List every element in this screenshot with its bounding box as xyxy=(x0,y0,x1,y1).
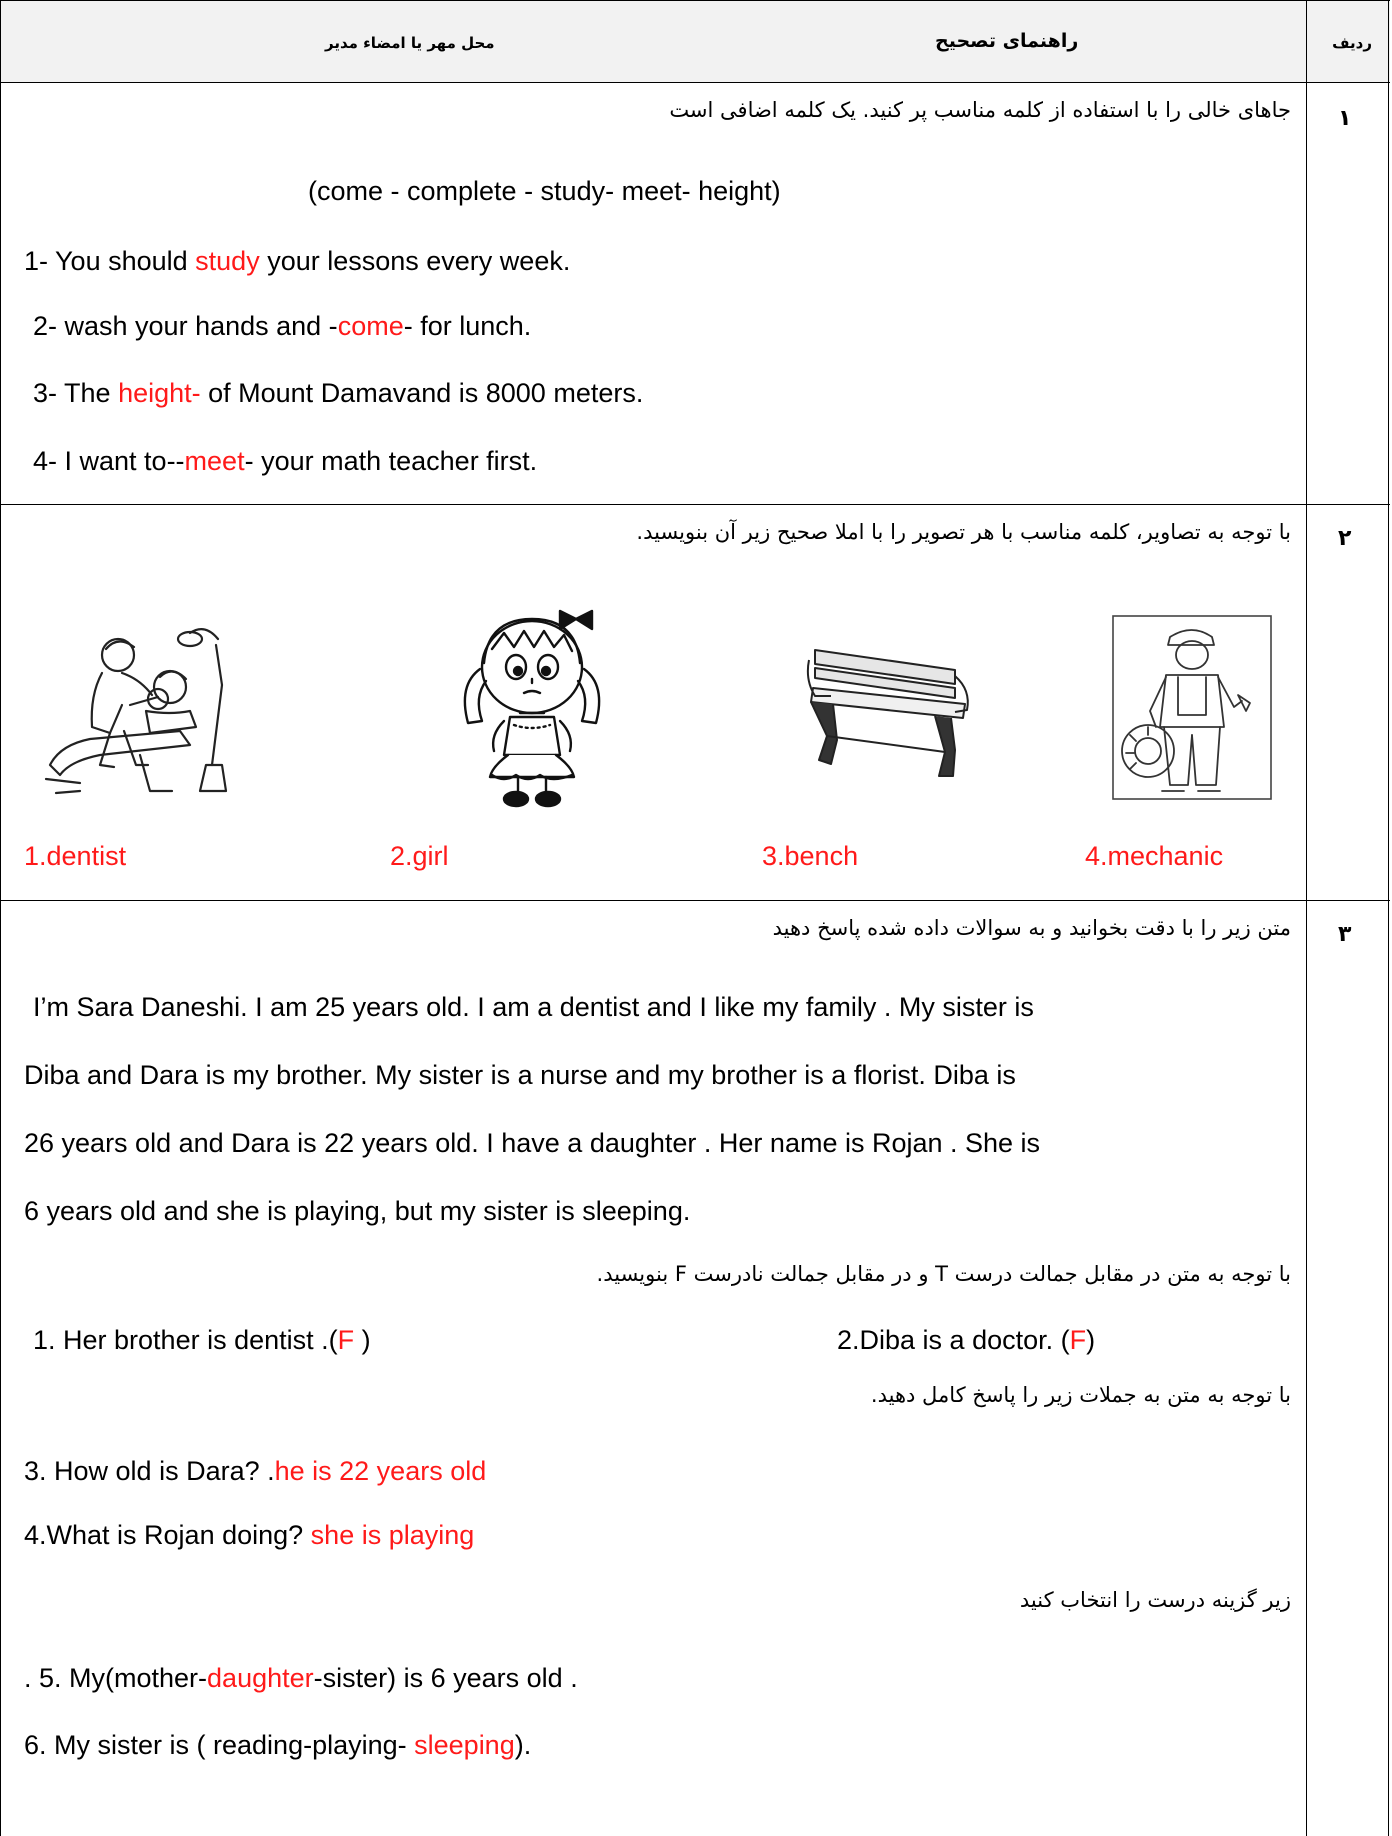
q3-choice-5 xyxy=(24,1665,578,1692)
q1-s4-answer: meet xyxy=(184,446,245,476)
q3-tf-instruction: با توجه به متن در مقابل جمالت درست T و در مقابل جمالت نادرست F بنویسید. xyxy=(596,1262,1291,1286)
question-number-1: ۱ xyxy=(1338,106,1352,131)
q2-answer-2: 2.girl xyxy=(390,841,449,871)
q1-sentence-4 xyxy=(33,448,537,475)
row-divider-2 xyxy=(0,900,1390,901)
q2-answer-4: 4.mechanic xyxy=(1085,841,1224,871)
question-number-3: ۳ xyxy=(1338,922,1352,947)
header-row-label: ردیف xyxy=(1332,34,1372,52)
q3-instruction: متن زیر را با دقت بخوانید و به سوالات داده شده پاسخ دهید xyxy=(772,916,1291,940)
q2-answer-3: 3.bench xyxy=(762,841,859,871)
q3-q3-text: 3. How old is Dara? . xyxy=(24,1456,275,1486)
q1-s1-text: 1- You should xyxy=(24,246,196,276)
q1-s3-text: 3- The xyxy=(33,378,119,408)
q1-s4-text-end: - your math teacher first. xyxy=(244,446,538,476)
q3-passage-line-3: 26 years old and Dara is 22 years old. I have a daughter . Her name is Rojan . She is xyxy=(24,1128,1041,1158)
q3-q4-answer: she is playing xyxy=(310,1520,475,1550)
q3-question-3 xyxy=(24,1458,486,1485)
q1-sentence-1 xyxy=(24,248,570,275)
q2-answer-1: 1.dentist xyxy=(24,841,127,871)
q3-tf1-text-end: ) xyxy=(354,1325,371,1355)
q1-s4-text: 4- I want to-- xyxy=(33,446,185,476)
q1-s2-text-end: - for lunch. xyxy=(403,311,532,341)
header-row xyxy=(0,0,1390,82)
q3-c6-answer: sleeping xyxy=(414,1730,515,1760)
table-border-left xyxy=(0,0,1,1836)
number-column-divider xyxy=(1306,0,1307,1836)
q1-s3-answer: height- xyxy=(118,378,201,408)
q3-c6-text: 6. My sister is ( reading-playing- xyxy=(24,1730,415,1760)
q1-sentence-3 xyxy=(33,380,643,407)
q3-passage-line-1: I’m Sara Daneshi. I am 25 years old. I am a dentist and I like my family . My sister is xyxy=(33,992,1034,1022)
q3-tf-2 xyxy=(837,1327,1095,1354)
q3-tf2-text: 2.Diba is a doctor. ( xyxy=(837,1325,1070,1355)
q3-q4-text: 4.What is Rojan doing? xyxy=(24,1520,311,1550)
girl-illustration xyxy=(452,605,612,810)
question-number-2: ۲ xyxy=(1338,526,1352,551)
q3-c5-answer: daughter xyxy=(207,1663,314,1693)
q1-instruction: جاهای خالی را با استفاده از کلمه مناسب پر کنید. یک کلمه اضافی است xyxy=(669,98,1291,122)
q1-word-bank: (come - complete - study- meet- height) xyxy=(308,176,781,206)
mechanic-illustration xyxy=(1112,615,1272,800)
q3-passage-line-4: 6 years old and she is playing, but my sister is sleeping. xyxy=(24,1196,691,1226)
bench-illustration xyxy=(805,640,975,780)
q1-s2-text: 2- wash your hands and - xyxy=(33,311,338,341)
q3-c5-text: . 5. My(mother- xyxy=(24,1663,208,1693)
q3-tf2-text-end: ) xyxy=(1086,1325,1096,1355)
q1-s1-answer: study xyxy=(195,246,260,276)
header-divider xyxy=(0,82,1390,83)
dentist-illustration xyxy=(40,615,235,800)
header-seal-label: محل مهر یا امضاء مدیر xyxy=(325,34,495,52)
table-border-top xyxy=(0,0,1390,1)
q1-s2-answer: come xyxy=(337,311,404,341)
table-border-right xyxy=(1388,0,1389,1836)
q3-c5-text-end: -sister) is 6 years old . xyxy=(313,1663,578,1693)
q3-answer-instruction: با توجه به متن به جملات زیر را پاسخ کامل دهید. xyxy=(870,1383,1291,1407)
q1-sentence-2 xyxy=(33,313,531,340)
q3-c6-text-end: ). xyxy=(514,1730,532,1760)
q3-choice-instruction: زیر گزینه درست را انتخاب کنید xyxy=(1019,1588,1291,1612)
q2-instruction: با توجه به تصاویر، کلمه مناسب با هر تصویر را با املا صحیح زیر آن بنویسید. xyxy=(636,520,1291,544)
q3-tf1-text: 1. Her brother is dentist .( xyxy=(33,1325,338,1355)
q3-tf2-answer: F xyxy=(1069,1325,1087,1355)
q1-s1-text-end: your lessons every week. xyxy=(259,246,571,276)
header-guide-label: راهنمای تصحیح xyxy=(935,30,1079,52)
q3-q3-answer: he is 22 years old xyxy=(274,1456,487,1486)
row-divider-1 xyxy=(0,504,1390,505)
q3-tf1-answer: F xyxy=(337,1325,355,1355)
q1-s3-text-end: of Mount Damavand is 8000 meters. xyxy=(200,378,644,408)
q3-choice-6 xyxy=(24,1732,531,1759)
q3-question-4 xyxy=(24,1522,474,1549)
q3-passage-line-2: Diba and Dara is my brother. My sister is a nurse and my brother is a florist. Diba is xyxy=(24,1060,1016,1090)
q3-tf-1 xyxy=(33,1327,371,1354)
